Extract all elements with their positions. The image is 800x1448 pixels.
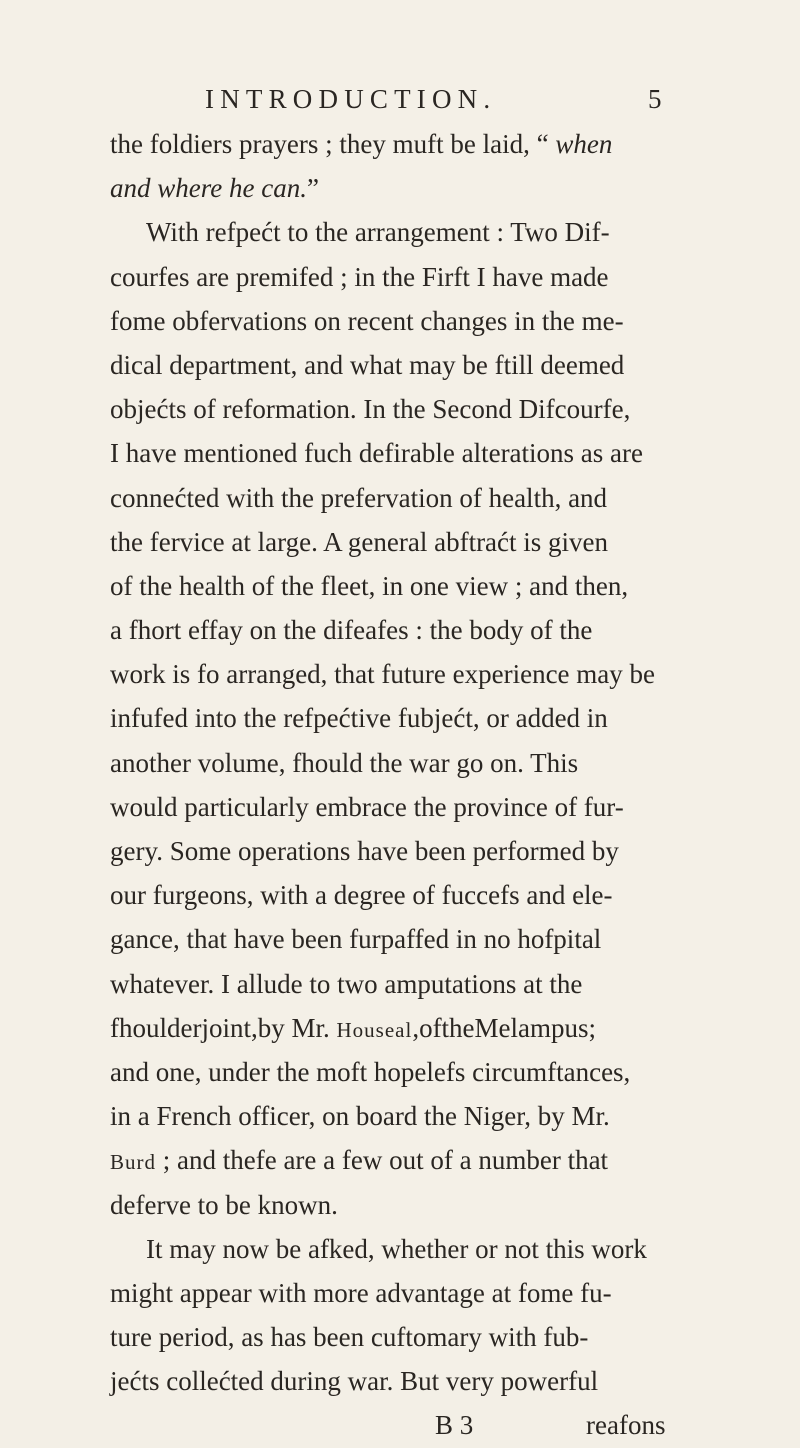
text-run: ,oftheMelampus; [412,1012,597,1043]
text-line [110,520,670,564]
text-run: and where he can. [110,173,307,204]
running-title: INTRODUCTION. [205,84,497,114]
text-run: would particularly embrace the province of fur- [110,791,624,822]
text-run: gance, that have been furpaffed in no hofpital [110,924,602,955]
text-line [110,431,670,475]
text-run: might appear with more advantage at fome fu- [110,1277,612,1308]
text-run: ture period, as has been cuftomary with fub- [110,1322,589,1353]
text-line [110,1227,670,1271]
text-line [110,696,670,740]
text-line [110,1050,670,1094]
text-line [110,1006,670,1050]
text-run: when [555,129,613,159]
text-run: the foldiers prayers ; they muft be laid, “ [110,129,556,159]
text-line [110,476,670,520]
text-line [110,652,670,696]
text-line [110,741,670,785]
page-number: 5 [648,84,662,114]
text-run: courfes are premifed ; in the Firft I have made [110,261,609,292]
text-line [110,166,670,210]
text-line [110,1359,670,1403]
text-run: a fhort effay on the difeafes : the body of the [110,615,593,646]
text-run: the fervice at large. A general abftraćt is given [110,526,609,557]
text-line [110,873,670,917]
text-run: With refpećt to the arrangement : Two Dif- [146,217,610,248]
text-line [110,210,670,254]
text-run: dical department, and what may be ftill deemed [110,349,625,380]
text-run: objećts of reformation. In the Second Difcourfe, [110,394,631,425]
text-line [110,917,670,961]
text-line [110,785,670,829]
text-line [110,255,670,299]
text-run: gery. Some operations have been performed by [110,836,619,866]
text-run: ; and thefe are a few out of a number that [156,1145,609,1176]
text-run: I have mentioned fuch defirable alterations as are [110,438,643,469]
text-line [110,343,670,387]
text-run: infufed into the refpećtive fubjećt, or added in [110,703,608,734]
text-run: whatever. I allude to two amputations at the [110,968,583,999]
text-run: ” [306,173,319,204]
text-run: in a French officer, on board the Niger, by Mr. [110,1101,610,1132]
text-line [110,608,670,652]
text-line [110,962,670,1006]
text-line [110,564,670,608]
text-line [110,299,670,343]
text-run: another volume, fhould the war go on. This [110,747,579,778]
text-run: work is fo arranged, that future experience may be [110,659,656,690]
catchword: reafons [586,1410,666,1441]
text-line [110,387,670,431]
text-run: fhoulderjoint,by Mr. [110,1012,337,1043]
text-line [110,1138,670,1182]
body-text [110,122,670,1448]
text-run: Houseal [336,1017,413,1042]
signature-mark: B 3 [435,1410,474,1441]
text-run: and one, under the moft hopelefs circumftances, [110,1056,631,1087]
text-run: It may now be afked, whether or not this work [146,1233,647,1264]
text-line [110,1271,670,1315]
text-run: deferve to be known. [110,1189,338,1220]
text-line [110,122,670,166]
text-run: connećted with the prefervation of health, and [110,482,608,513]
text-run: jećts collećted during war. But very powerful [110,1366,599,1397]
text-run: our furgeons, with a degree of fuccefs and ele- [110,880,613,911]
text-line [110,1315,670,1359]
text-run: of the health of the fleet, in one view ; and then, [110,570,629,601]
text-line [110,829,670,873]
text-run: fome obfervations on recent changes in the me- [110,305,624,336]
catch-line [110,1403,670,1447]
text-run: Burd [110,1150,156,1175]
text-line [110,1183,670,1227]
text-line [110,1094,670,1138]
